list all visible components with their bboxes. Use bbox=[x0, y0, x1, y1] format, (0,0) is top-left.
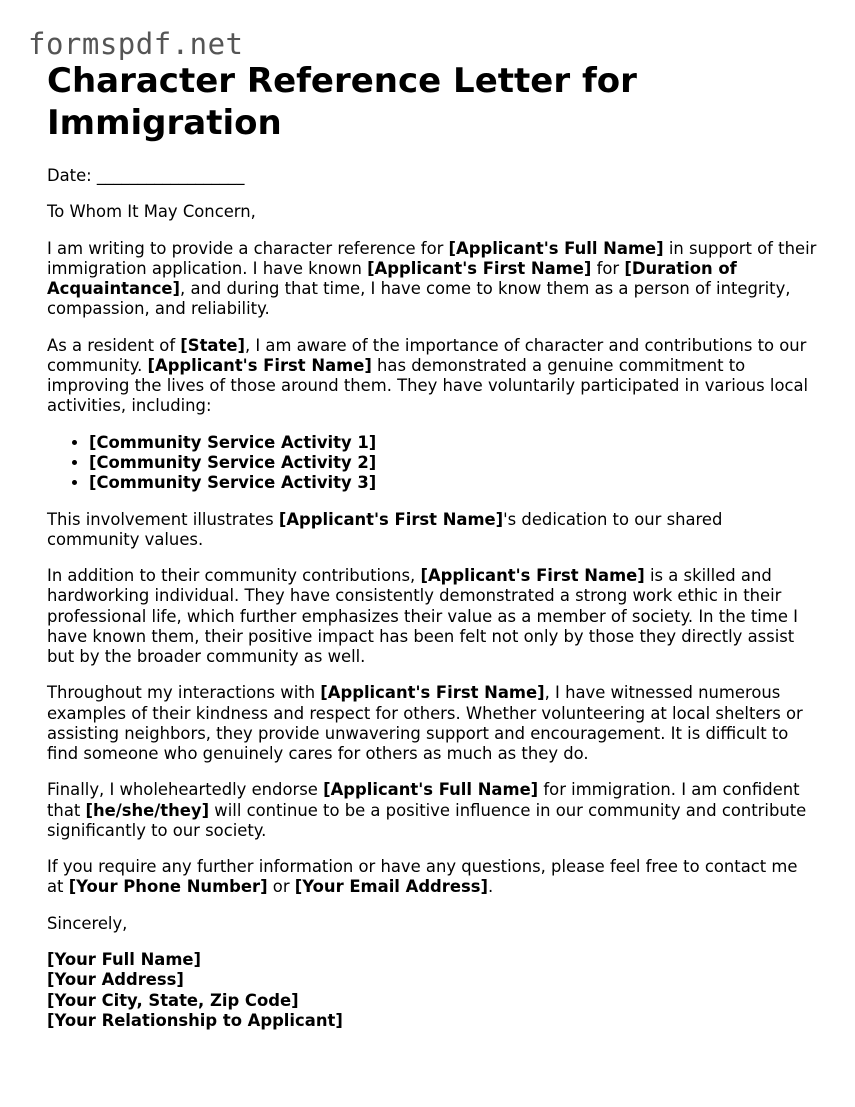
watermark-logo: formspdf.net bbox=[28, 27, 244, 61]
email-placeholder: [Your Email Address] bbox=[294, 877, 488, 897]
date-line bbox=[47, 166, 817, 186]
closing: Sincerely, bbox=[47, 913, 128, 933]
letter-body bbox=[47, 166, 817, 1031]
applicant-first-name-placeholder: [Applicant's First Name] bbox=[367, 258, 592, 278]
page-title: Character Reference Letter for Immigration bbox=[47, 61, 637, 143]
phone-placeholder: [Your Phone Number] bbox=[68, 877, 268, 897]
date-label: Date: bbox=[47, 166, 92, 185]
applicant-first-name-placeholder: [Applicant's First Name] bbox=[420, 566, 645, 586]
salutation: To Whom It May Concern, bbox=[47, 202, 256, 222]
applicant-full-name-placeholder: [Applicant's Full Name] bbox=[323, 780, 539, 800]
signature-name: [Your Full Name] bbox=[47, 950, 202, 970]
date-blank: __________________ bbox=[96, 166, 245, 185]
list-item: • [Community Service Activity 3] bbox=[89, 473, 817, 493]
paragraph-introduction: I am writing to provide a character reference for [Applicant's Full Name] in support of their immigration application. I have known [Applicant's First Name] for [Duration of Acquaintance], and during that time, I have come to know them as a person of integrity, compassion, and reliability. bbox=[47, 238, 817, 319]
duration-placeholder: [Duration of Acquaintance] bbox=[47, 258, 737, 299]
signature-block bbox=[47, 950, 817, 1031]
paragraph-community: As a resident of [State], I am aware of the importance of character and contributions to our community. [Applicant's First Name] has demonstrated a genuine commitment to improving the lives of those around them. They have voluntarily participated in various local activities, including: bbox=[47, 335, 809, 416]
list-item: • [Community Service Activity 2] bbox=[89, 453, 817, 473]
pronoun-placeholder: [he/she/they] bbox=[85, 800, 210, 820]
paragraph-involvement: This involvement illustrates [Applicant's First Name]'s dedication to our shared community values. bbox=[47, 509, 723, 549]
signature-relationship: [Your Relationship to Applicant] bbox=[47, 1010, 343, 1030]
state-placeholder: [State] bbox=[180, 335, 245, 355]
paragraph-kindness: Throughout my interactions with [Applicant's First Name], I have witnessed numerous examples of their kindness and respect for others. Whether volunteering at local shelters or assisting neighbors, they provide unwavering support and encouragement. It is difficult to find someone who genuinely cares for others as much as they do. bbox=[47, 683, 803, 763]
signature-address: [Your Address] bbox=[47, 970, 184, 990]
paragraph-contact: If you require any further information or have any questions, please feel free to contact me at [Your Phone Number] or [Your Email Address]. bbox=[47, 857, 798, 897]
paragraph-endorsement: Finally, I wholeheartedly endorse [Applicant's Full Name] for immigration. I am confident that [he/she/they] will continue to be a positive influence in our community and contribute significantly to our society. bbox=[47, 780, 807, 840]
applicant-full-name-placeholder: [Applicant's Full Name] bbox=[448, 238, 664, 258]
activity-list bbox=[47, 433, 817, 494]
signature-city: [Your City, State, Zip Code] bbox=[47, 990, 299, 1010]
paragraph-professional: In addition to their community contributions, [Applicant's First Name] is a skilled and hardworking individual. They have consistently demonstrated a strong work ethic in their professional life, which further emphasizes their value as a member of society. In the time I have known them, their positive impact has been felt not only by those they directly assist but by the broader community as well. bbox=[47, 566, 798, 666]
applicant-first-name-placeholder: [Applicant's First Name] bbox=[278, 509, 504, 529]
list-item: • [Community Service Activity 1] bbox=[89, 433, 817, 453]
applicant-first-name-placeholder: [Applicant's First Name] bbox=[147, 355, 372, 375]
letter-page bbox=[47, 60, 817, 1031]
applicant-first-name-placeholder: [Applicant's First Name] bbox=[320, 683, 545, 703]
